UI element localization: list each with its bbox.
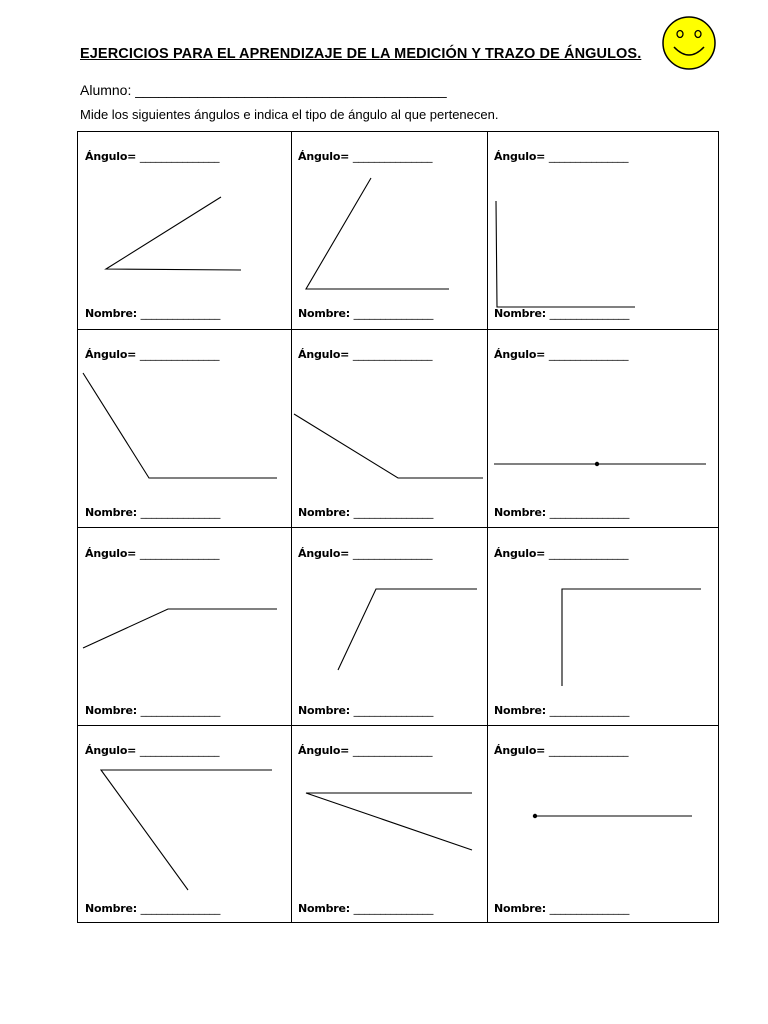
angle-drawing-5 bbox=[294, 414, 483, 478]
angle-field-answer-blank[interactable]: _______________ bbox=[352, 348, 433, 361]
vertex-dot bbox=[533, 814, 537, 818]
angle-field-answer-blank[interactable]: _______________ bbox=[548, 547, 629, 560]
name-field-answer-blank[interactable]: _______________ bbox=[549, 704, 630, 717]
instructions: Mide los siguientes ángulos e indica el tipo de ángulo al que pertenecen. bbox=[80, 107, 499, 122]
name-field-label: Nombre: bbox=[298, 506, 350, 519]
angle-field-label: Ángulo= bbox=[298, 547, 350, 560]
angle-field-answer-blank[interactable]: _______________ bbox=[139, 150, 220, 163]
angle-field-label: Ángulo= bbox=[494, 547, 546, 560]
angle-field-answer-blank[interactable]: _______________ bbox=[139, 547, 220, 560]
angle-field-answer-blank[interactable]: _______________ bbox=[352, 150, 433, 163]
angle-drawing-9 bbox=[562, 589, 701, 686]
student-blank: ________________________________________ bbox=[135, 82, 447, 98]
angle-field-label: Ángulo= bbox=[298, 744, 350, 757]
angle-field-answer-blank[interactable]: _______________ bbox=[352, 547, 433, 560]
worksheet-title: EJERCICIOS PARA EL APRENDIZAJE DE LA MEDICIÓN Y TRAZO DE ÁNGULOS. bbox=[80, 46, 642, 62]
angle-field-label: Ángulo= bbox=[85, 547, 137, 560]
angle-field-answer-blank[interactable]: _______________ bbox=[352, 744, 433, 757]
angle-field-answer-blank[interactable]: _______________ bbox=[548, 150, 629, 163]
name-field-label: Nombre: bbox=[85, 506, 137, 519]
angle-drawing-8 bbox=[338, 589, 477, 670]
angle-drawing-4 bbox=[83, 373, 277, 478]
name-field-answer-blank[interactable]: _______________ bbox=[140, 704, 221, 717]
angle-drawing-10 bbox=[101, 770, 272, 890]
angle-field-label: Ángulo= bbox=[494, 150, 546, 163]
name-field-answer-blank[interactable]: _______________ bbox=[549, 902, 630, 915]
name-field-label: Nombre: bbox=[298, 704, 350, 717]
name-field-answer-blank[interactable]: _______________ bbox=[549, 506, 630, 519]
name-field-answer-blank[interactable]: _______________ bbox=[353, 307, 434, 320]
name-field-answer-blank[interactable]: _______________ bbox=[140, 902, 221, 915]
name-field-label: Nombre: bbox=[85, 307, 137, 320]
name-field-answer-blank[interactable]: _______________ bbox=[549, 307, 630, 320]
name-field-label: Nombre: bbox=[494, 506, 546, 519]
name-field-answer-blank[interactable]: _______________ bbox=[140, 506, 221, 519]
name-field-label: Nombre: bbox=[494, 902, 546, 915]
angle-field-label: Ángulo= bbox=[298, 150, 350, 163]
vertex-dot bbox=[595, 462, 599, 466]
name-field-label: Nombre: bbox=[494, 704, 546, 717]
angle-field-answer-blank[interactable]: _______________ bbox=[548, 744, 629, 757]
angle-field-label: Ángulo= bbox=[85, 348, 137, 361]
student-label: Alumno: bbox=[80, 82, 132, 98]
angle-field-answer-blank[interactable]: _______________ bbox=[139, 348, 220, 361]
angle-field-label: Ángulo= bbox=[494, 348, 546, 361]
angle-field-label: Ángulo= bbox=[85, 150, 137, 163]
name-field-answer-blank[interactable]: _______________ bbox=[353, 704, 434, 717]
name-field-answer-blank[interactable]: _______________ bbox=[353, 506, 434, 519]
name-field-label: Nombre: bbox=[85, 704, 137, 717]
name-field-label: Nombre: bbox=[298, 902, 350, 915]
angle-field-answer-blank[interactable]: _______________ bbox=[548, 348, 629, 361]
angle-drawing-7 bbox=[83, 609, 277, 648]
name-field-label: Nombre: bbox=[85, 902, 137, 915]
name-field-label: Nombre: bbox=[494, 307, 546, 320]
angle-field-answer-blank[interactable]: _______________ bbox=[139, 744, 220, 757]
angle-drawing-11 bbox=[306, 793, 472, 850]
angle-field-label: Ángulo= bbox=[494, 744, 546, 757]
name-field-answer-blank[interactable]: _______________ bbox=[140, 307, 221, 320]
angle-drawing-3 bbox=[496, 201, 635, 307]
angle-field-label: Ángulo= bbox=[85, 744, 137, 757]
name-field-label: Nombre: bbox=[298, 307, 350, 320]
angle-drawing-2 bbox=[306, 178, 449, 289]
angle-drawing-1 bbox=[106, 197, 241, 270]
angle-field-label: Ángulo= bbox=[298, 348, 350, 361]
name-field-answer-blank[interactable]: _______________ bbox=[353, 902, 434, 915]
